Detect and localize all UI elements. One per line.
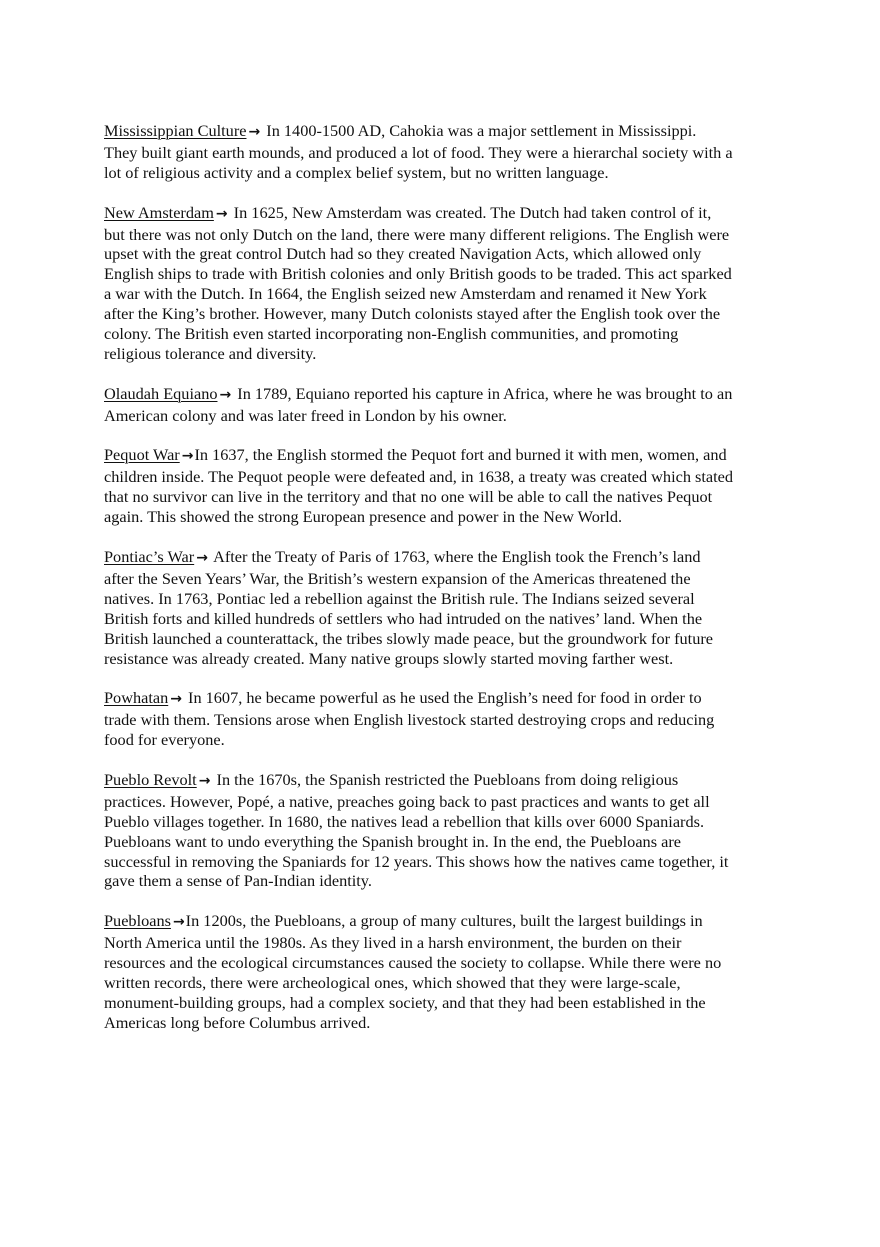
entry-line: resources and the ecological circumstances caused the society to collapse. While there were no	[104, 953, 722, 973]
entry-line: gave them a sense of Pan-Indian identity.	[104, 871, 372, 891]
entry-term: Pueblo Revolt	[104, 769, 197, 789]
arrow-right-icon: →	[248, 124, 261, 140]
entry-line: In 1637, the English stormed the Pequot fort and burned it with men, women, and	[194, 445, 727, 465]
entry-line: practices. However, Popé, a native, preaches going back to past practices and wants to get all	[104, 791, 710, 811]
entry-pueblo-revolt	[104, 770, 784, 891]
entry-line: a war with the Dutch. In 1664, the English seized new Amsterdam and renamed it New York	[104, 284, 707, 304]
entry-term: Mississippian Culture	[104, 121, 247, 140]
entry-line: trade with them. Tensions arose when English livestock started destroying crops and reducing	[104, 710, 715, 730]
entry-pontiacs-war	[104, 547, 784, 668]
entry-line: In 1625, New Amsterdam was created. The Dutch had taken control of it,	[229, 202, 712, 222]
entry-line: In 1400-1500 AD, Cahokia was a major settlement in Mississippi.	[262, 121, 697, 140]
entry-line: again. This showed the strong European presence and power in the New World.	[104, 507, 623, 527]
entry-line: children inside. The Pequot people were defeated and, in 1638, a treaty was created which stated	[104, 467, 734, 487]
entry-line: In 1200s, the Puebloans, a group of many cultures, built the largest buildings in	[185, 911, 703, 931]
entry-line: American colony and was later freed in London by his owner.	[104, 405, 507, 425]
entry-term: New Amsterdam	[104, 202, 214, 222]
document-page	[104, 121, 784, 1053]
entry-line: monument-building groups, had a complex society, and that they had been established in the	[104, 992, 706, 1012]
arrow-right-icon: →	[170, 691, 182, 708]
entry-line: English ships to trade with British colonies and only British goods to be traded. This act sparked	[104, 264, 732, 284]
arrow-right-icon: →	[219, 386, 232, 403]
entry-line: In the 1670s, the Spanish restricted the Puebloans from doing religious	[212, 769, 679, 789]
entry-line: that no survivor can live in the territory and that no one will be able to call the natives Pequot	[104, 487, 713, 507]
entry-line: written records, there were archeological ones, which showed that they were large-scale,	[104, 972, 681, 992]
entry-line: but there was not only Dutch on the land, there were many different religions. The English were	[104, 224, 730, 244]
entry-new-amsterdam	[104, 203, 784, 364]
entry-line: Americas long before Columbus arrived.	[104, 1012, 371, 1032]
entry-line: successful in removing the Spaniards for 12 years. This shows how the natives came together, it	[104, 851, 729, 871]
entry-term: Pontiac’s War	[104, 546, 195, 566]
entry-line: after the Seven Years’ War, the British’s western expansion of the Americas threatened the	[104, 568, 691, 588]
entry-line: lot of religious activity and a complex belief system, but no written language.	[104, 162, 609, 182]
entry-line: After the Treaty of Paris of 1763, where the English took the French’s land	[209, 546, 701, 566]
entry-line: North America until the 1980s. As they lived in a harsh environment, the burden on their	[104, 933, 682, 953]
arrow-right-icon: →	[172, 914, 185, 931]
entry-line: upset with the great control Dutch had so they created Navigation Acts, which allowed only	[104, 244, 702, 264]
entry-line: In 1607, he became powerful as he used the English’s need for food in order to	[183, 688, 702, 708]
arrow-right-icon: →	[215, 205, 228, 222]
entry-line: Pueblo villages together. In 1680, the natives lead a rebellion that kills over 6000 Spaniards.	[104, 811, 705, 831]
entry-term: Olaudah Equiano	[104, 383, 218, 403]
entry-term: Powhatan	[104, 688, 169, 708]
entry-puebloans	[104, 911, 784, 1032]
entry-line: food for everyone.	[104, 730, 225, 750]
entry-line: religious tolerance and diversity.	[104, 343, 317, 363]
entry-olaudah-equiano	[104, 384, 784, 426]
entry-line: after the King’s brother. However, many Dutch colonists stayed after the English took over the	[104, 304, 721, 324]
entry-line: In 1789, Equiano reported his capture in Africa, where he was brought to an	[233, 383, 733, 403]
entry-powhatan	[104, 688, 784, 750]
entry-term: Pequot War	[104, 445, 180, 465]
entry-mississippian-culture	[104, 121, 784, 183]
arrow-right-icon: →	[181, 448, 194, 465]
entry-line: British forts and killed hundreds of settlers who had intruded on the natives’ land. When the	[104, 608, 703, 628]
entry-term: Puebloans	[104, 911, 171, 931]
entry-line: Puebloans want to undo everything the Spanish brought in. In the end, the Puebloans are	[104, 831, 681, 851]
entry-line: natives. In 1763, Pontiac led a rebellion against the British rule. The Indians seized several	[104, 588, 695, 608]
arrow-right-icon: →	[198, 772, 211, 789]
entry-line: resistance was already created. Many native groups slowly started moving farther west.	[104, 648, 674, 668]
entry-line: colony. The British even started incorporating non-English communities, and promoting	[104, 324, 679, 344]
entry-line: They built giant earth mounds, and produced a lot of food. They were a hierarchal society with a	[104, 142, 733, 162]
entry-line: British launched a counterattack, the tribes slowly made peace, but the groundwork for future	[104, 628, 713, 648]
entry-pequot-war	[104, 445, 784, 527]
arrow-right-icon: →	[196, 549, 208, 566]
